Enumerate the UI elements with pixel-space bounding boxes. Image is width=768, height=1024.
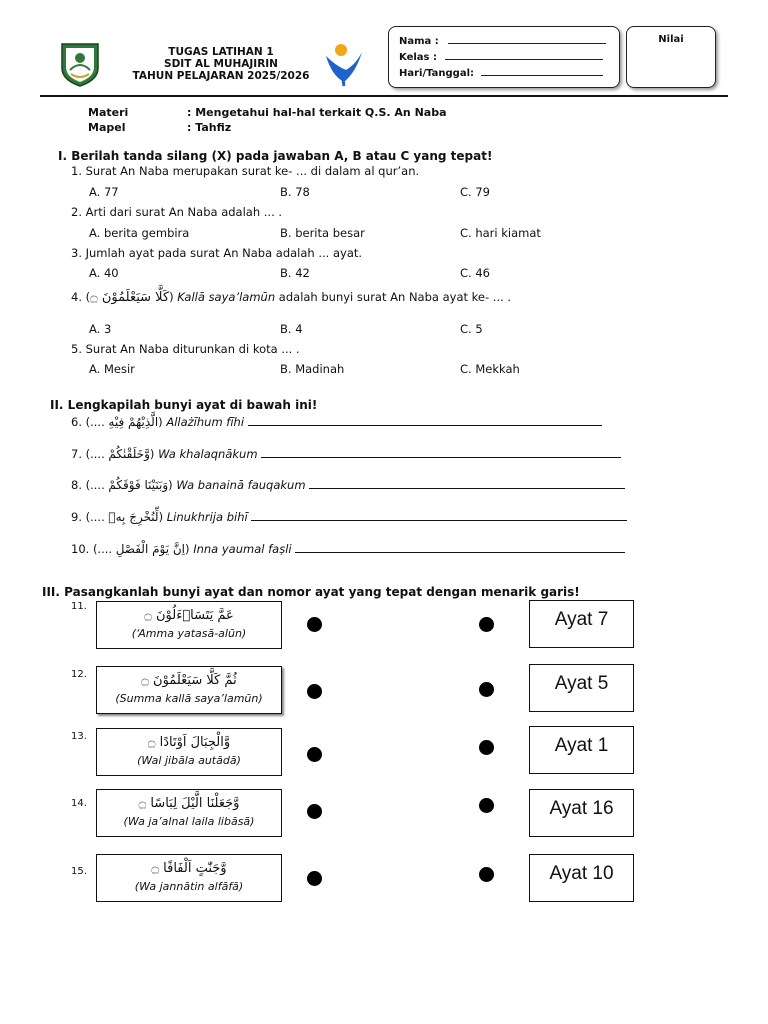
question-4-text — [71, 290, 511, 305]
q4-rest: adalah bunyi surat An Naba ayat ke- ... . — [278, 290, 512, 304]
section-1-title: I. Berilah tanda silang (X) pada jawaban A, B atau C yang tepat! — [58, 149, 493, 163]
school-heading — [108, 46, 334, 82]
match-item-11-left-dot[interactable] — [307, 617, 322, 632]
q2-option-a[interactable]: A. berita gembira — [89, 226, 190, 240]
q5-option-b[interactable]: B. Madinah — [280, 362, 345, 376]
q4-option-c[interactable]: C. 5 — [460, 322, 483, 336]
q4-option-b[interactable]: B. 4 — [280, 322, 303, 336]
item-7-latin: Wa khalaqnākum — [158, 447, 258, 461]
match-item-12-arabic: ثُمَّ كَلَّا سَيَعْلَمُوْنَ ۝ — [141, 673, 237, 688]
student-identity-box — [388, 26, 620, 88]
match-item-12-latin: (Summa kallā saya’lamūn) — [115, 692, 263, 705]
match-item-13-verse — [96, 728, 282, 776]
question-1-text: 1. Surat An Naba merupakan surat ke- ... di dalam al qur’an. — [71, 164, 420, 178]
materi-label: Materi — [88, 106, 129, 119]
question-5-text: 5. Surat An Naba diturunkan di kota ... . — [71, 342, 300, 356]
item-10-latin: Inna yaumal faṣli — [193, 542, 292, 556]
class-label: Kelas : — [399, 52, 437, 63]
class-row — [399, 50, 609, 66]
match-item-11-arabic: عَمَّ يَتَسَاۤءَلُوْنَ ۝ — [144, 608, 234, 623]
q4-number: 4. ( — [71, 290, 91, 304]
question-2-text: 2. Arti dari surat An Naba adalah ... . — [71, 205, 283, 219]
match-option-4: Ayat 16 — [529, 789, 634, 837]
item-6-prefix: 6. (.... — [71, 415, 105, 429]
item-9-answer-line[interactable] — [251, 510, 627, 521]
item-7-arabic: وَّخَلَقْنٰكُمْ — [108, 447, 150, 461]
match-option-3: Ayat 1 — [529, 726, 634, 774]
item-9-arabic: لِّنُخْرِجَ بِهٖ — [108, 510, 159, 524]
q1-option-a[interactable]: A. 77 — [89, 185, 119, 199]
match-option-5: Ayat 10 — [529, 854, 634, 902]
fill-item-6 — [71, 415, 602, 429]
q1-option-b[interactable]: B. 78 — [280, 185, 310, 199]
q5-option-c[interactable]: C. Mekkah — [460, 362, 520, 376]
q4-latin: Kallā saya’lamūn — [177, 290, 276, 304]
date-row — [399, 66, 609, 82]
q2-option-b[interactable]: B. berita besar — [280, 226, 365, 240]
match-option-2-dot[interactable] — [479, 682, 494, 697]
match-item-15-number: 15. — [71, 866, 87, 877]
question-3-text: 3. Jumlah ayat pada surat An Naba adalah ... ayat. — [71, 246, 363, 260]
mapel-label: Mapel — [88, 121, 126, 134]
q4-option-a[interactable]: A. 3 — [89, 322, 112, 336]
match-option-5-dot[interactable] — [479, 867, 494, 882]
item-10-close: ) — [185, 542, 190, 556]
date-blank[interactable] — [481, 66, 603, 76]
assignment-title: TUGAS LATIHAN 1 — [168, 46, 274, 58]
mapel-value: : Tahfiz — [187, 121, 232, 134]
item-8-arabic: وَبَنَيْنَا فَوْقَكُمْ — [108, 478, 169, 492]
date-label: Hari/Tanggal: — [399, 68, 475, 79]
score-box[interactable] — [626, 26, 716, 88]
section-3-title: III. Pasangkanlah bunyi ayat dan nomor ayat yang tepat dengan menarik garis! — [42, 585, 580, 599]
match-item-12-verse — [96, 666, 282, 714]
name-label: Nama : — [399, 36, 439, 47]
match-item-11-number: 11. — [71, 601, 87, 612]
match-item-14-left-dot[interactable] — [307, 804, 322, 819]
item-9-latin: Linukhrija bihī — [166, 510, 248, 524]
match-item-14-latin: (Wa ja’alnal laila libāsā) — [123, 815, 255, 828]
fill-item-7 — [71, 447, 621, 461]
match-item-12-left-dot[interactable] — [307, 684, 322, 699]
item-8-prefix: 8. (.... — [71, 478, 105, 492]
match-item-13-arabic: وَّالْجِبَالَ اَوْتَادًا ۝ — [147, 735, 231, 750]
match-item-11-latin: (‘Amma yatasā-alūn) — [131, 627, 247, 640]
school-logo — [56, 40, 104, 88]
match-item-15-left-dot[interactable] — [307, 871, 322, 886]
match-option-2: Ayat 5 — [529, 664, 634, 712]
match-option-4-dot[interactable] — [479, 798, 494, 813]
academic-year: TAHUN PELAJARAN 2025/2026 — [132, 70, 310, 82]
match-item-13-number: 13. — [71, 731, 87, 742]
q3-option-a[interactable]: A. 40 — [89, 266, 119, 280]
fill-item-9 — [71, 510, 627, 524]
match-item-15-arabic: وَّجَنّٰتٍ اَلْفَافًا ۝ — [151, 861, 227, 876]
score-label: Nilai — [658, 34, 684, 45]
name-blank[interactable] — [448, 34, 606, 44]
match-option-3-dot[interactable] — [479, 740, 494, 755]
match-item-13-left-dot[interactable] — [307, 747, 322, 762]
match-item-14-arabic: وَّجَعَلْنَا الَّيْلَ لِبَاسًا ۝ — [138, 796, 240, 811]
match-item-14-verse — [96, 789, 282, 837]
mascot-logo — [322, 42, 366, 88]
item-10-answer-line[interactable] — [295, 542, 625, 553]
item-7-close: ) — [149, 447, 155, 461]
q3-option-b[interactable]: B. 42 — [280, 266, 310, 280]
item-8-latin: Wa banainā fauqakum — [176, 478, 306, 492]
q4-close: ) — [169, 290, 174, 304]
item-6-latin: Allażīhum fīhi — [166, 415, 245, 429]
match-item-15-latin: (Wa jannātin alfāfā) — [134, 880, 244, 893]
q3-option-c[interactable]: C. 46 — [460, 266, 490, 280]
match-option-1-dot[interactable] — [479, 617, 494, 632]
fill-item-10 — [71, 542, 625, 556]
name-row — [399, 34, 609, 50]
match-option-1: Ayat 7 — [529, 600, 634, 648]
item-6-arabic: الَّذِيْهُمْ فِيْهِ — [108, 415, 159, 429]
class-blank[interactable] — [445, 50, 603, 60]
item-9-prefix: 9. (.... — [71, 510, 105, 524]
item-8-answer-line[interactable] — [309, 478, 625, 489]
item-9-close: ) — [158, 510, 164, 524]
q1-option-c[interactable]: C. 79 — [460, 185, 490, 199]
section-2-title: II. Lengkapilah bunyi ayat di bawah ini! — [50, 398, 318, 412]
item-10-arabic: اِنَّ يَوْمَ الْفَصْلِ — [115, 542, 186, 556]
fill-item-8 — [71, 478, 625, 492]
q5-option-a[interactable]: A. Mesir — [89, 362, 135, 376]
match-item-13-latin: (Wal jibāla autādā) — [137, 754, 241, 767]
header-divider — [40, 95, 728, 97]
school-name: SDIT AL MUHAJIRIN — [164, 58, 278, 70]
match-item-11-verse — [96, 601, 282, 649]
match-item-15-verse — [96, 854, 282, 902]
materi-value: : Mengetahui hal-hal terkait Q.S. An Naba — [187, 106, 447, 119]
item-7-answer-line[interactable] — [261, 447, 621, 458]
item-6-answer-line[interactable] — [248, 415, 602, 426]
match-item-14-number: 14. — [71, 798, 87, 809]
item-10-prefix: 10. (.... — [71, 542, 113, 556]
item-7-prefix: 7. (.... — [71, 447, 105, 461]
match-item-12-number: 12. — [71, 669, 87, 680]
item-6-close: ) — [158, 415, 163, 429]
q2-option-c[interactable]: C. hari kiamat — [460, 226, 541, 240]
q4-arabic: كَلَّا سَيَعْلَمُوْنَ ۝ — [90, 290, 170, 305]
item-8-close: ) — [168, 478, 173, 492]
